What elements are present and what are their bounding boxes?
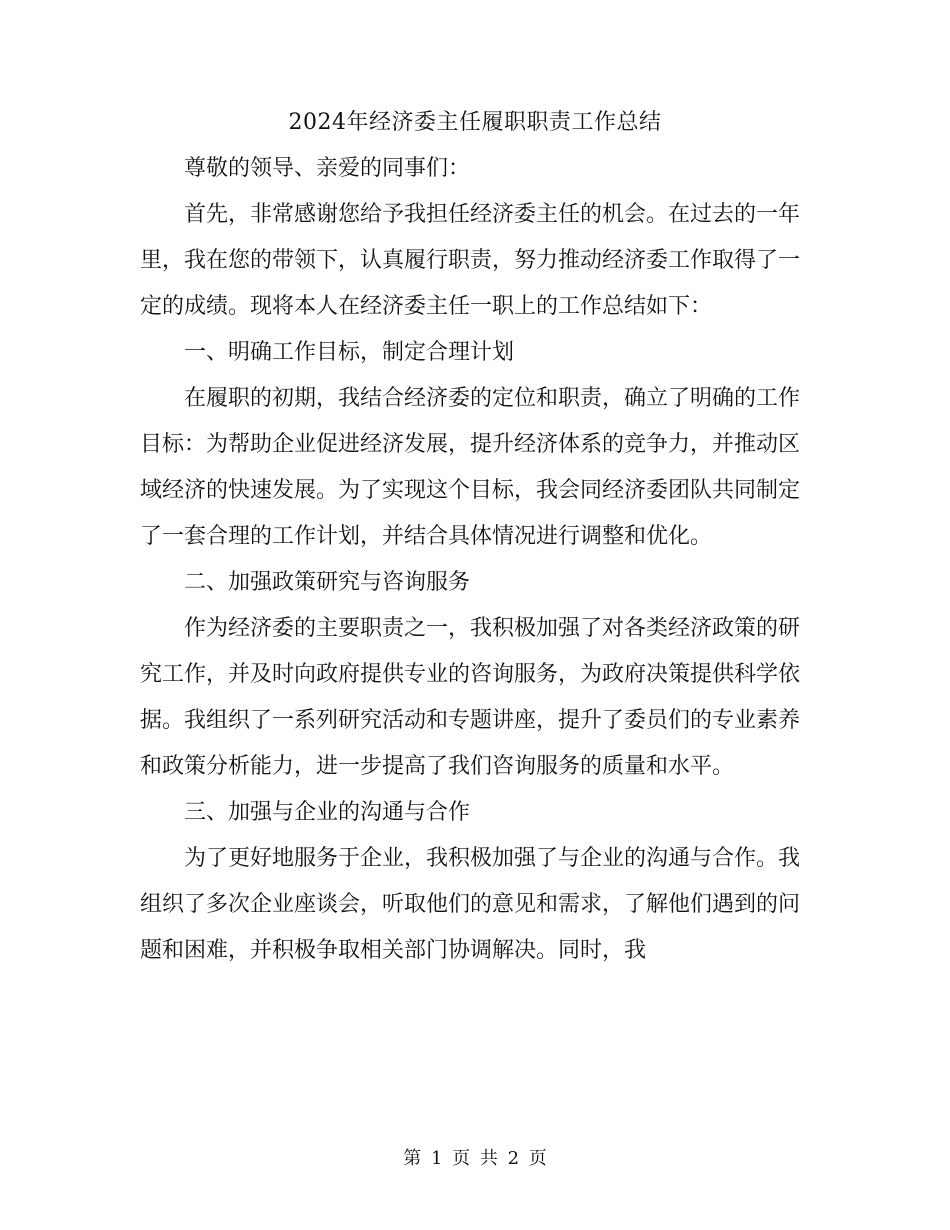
- section-heading-1: 一、明确工作目标，制定合理计划: [184, 340, 515, 365]
- intro-paragraph: 首先，非常感谢您给予我担任经济委主任的机会。在过去的一年里，我在您的带领下，认真履行职责，努力推动经济委工作取得了一定的成绩。现将本人在经济委主任一职上的工作总结如下：: [140, 202, 801, 319]
- document-title: 2024年经济委主任履职职责工作总结: [288, 110, 662, 135]
- salutation-paragraph: 尊敬的领导、亲爱的同事们：: [184, 156, 471, 181]
- section-paragraph-2: 作为经济委的主要职责之一，我积极加强了对各类经济政策的研究工作，并及时向政府提供专业的咨询服务，为政府决策提供科学依据。我组织了一系列研究活动和专题讲座，提升了委员们的专业素养和政策分析能力，进一步提高了我们咨询服务的质量和水平。: [140, 616, 801, 779]
- document-body: [140, 146, 800, 974]
- section-paragraph-1: 在履职的初期，我结合经济委的定位和职责，确立了明确的工作目标：为帮助企业促进经济发展，提升经济体系的竞争力，并推动区域经济的快速发展。为了实现这个目标，我会同经济委团队共同制定了一套合理的工作计划，并结合具体情况进行调整和优化。: [140, 386, 801, 549]
- section-heading-2: 二、加强政策研究与咨询服务: [184, 570, 471, 595]
- page-number-footer: 第 1 页 共 2 页: [403, 1148, 547, 1169]
- section-paragraph-3: 为了更好地服务于企业，我积极加强了与企业的沟通与合作。我组织了多次企业座谈会，听取他们的意见和需求，了解他们遇到的问题和困难，并积极争取相关部门协调解决。同时，我: [140, 846, 801, 963]
- section-heading-3: 三、加强与企业的沟通与合作: [184, 800, 471, 825]
